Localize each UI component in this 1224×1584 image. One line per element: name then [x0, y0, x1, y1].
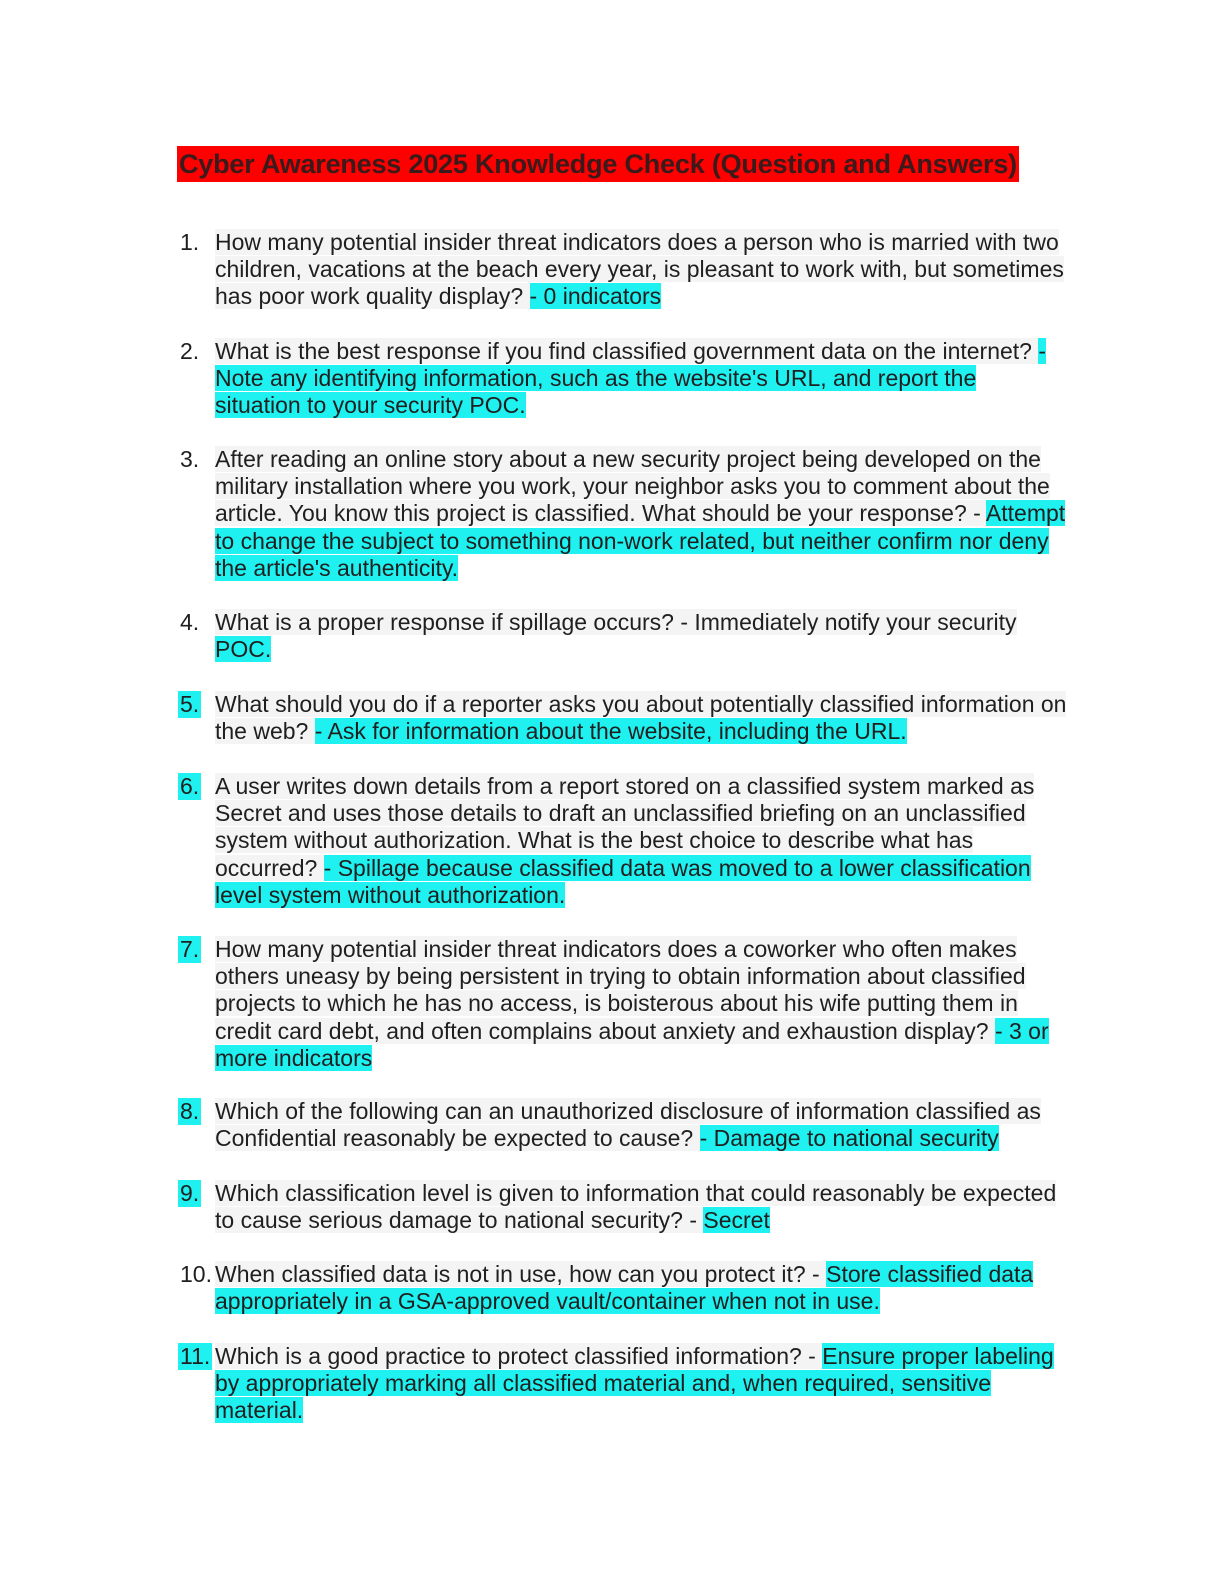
list-item [178, 446, 1068, 582]
item-number: 1. [180, 229, 200, 255]
item-number: 10. [180, 1261, 212, 1287]
answer-text: Ensure proper labeling by appropriately marking all classified material and, when required, sensitive material. [215, 1343, 1054, 1424]
list-item [178, 338, 1068, 420]
list-item [178, 1180, 1068, 1234]
item-body [215, 1180, 1068, 1234]
question-text: Which is a good practice to protect classified information? - [215, 1343, 816, 1369]
item-body [215, 338, 1068, 420]
answer-text: Store classified data appropriately in a GSA-approved vault/container when not in use. [215, 1261, 1034, 1315]
item-number: 3. [180, 446, 200, 472]
answer-text: - Spillage because classified data was moved to a lower classification level system without authorization. [215, 854, 1031, 908]
list-item [178, 609, 1068, 663]
answer-text: - Ask for information about the website, including the URL. [314, 718, 907, 745]
item-body [215, 1343, 1068, 1425]
answer-text: - 0 indicators [529, 283, 662, 310]
item-number: 5. [180, 691, 200, 717]
item-number: 6. [180, 773, 200, 799]
question-text: After reading an online story about a new security project being developed on the military installation where you work, your neighbor asks you to comment about the article. You know this project is classified. What should be your response? - [215, 446, 1050, 527]
item-number: 8. [180, 1098, 200, 1124]
answer-text: - Note any identifying information, such as the website's URL, and report the situation to your security POC. [215, 338, 1047, 419]
answer-text: Attempt to change the subject to something non-work related, but neither confirm nor deny the article's authenticity. [215, 500, 1066, 581]
question-text: Which of the following can an unauthorized disclosure of information classified as Confidential reasonably be expected to cause? [215, 1098, 1041, 1152]
answer-text: - 3 or more indicators [215, 1017, 1049, 1071]
item-body [215, 609, 1068, 663]
answer-text: - Damage to national security [699, 1125, 999, 1152]
item-body [215, 1098, 1068, 1152]
page-title: Cyber Awareness 2025 Knowledge Check (Question and Answers) [177, 146, 1019, 182]
question-text: What is the best response if you find classified government data on the internet? [215, 338, 1032, 364]
item-number: 11. [180, 1343, 211, 1369]
item-body [215, 773, 1068, 909]
item-body [215, 229, 1068, 311]
list-item [178, 229, 1068, 311]
answer-text: Secret [703, 1207, 770, 1234]
question-text: A user writes down details from a report stored on a classified system marked as Secret and uses those details to draft an unclassified briefing on an unclassified system without authorization. What is the best choice to describe what has occurred? [215, 773, 1035, 881]
item-body [215, 446, 1068, 582]
question-text: What is a proper response if spillage occurs? - Immediately notify your security [215, 609, 1017, 635]
list-item [178, 691, 1068, 745]
list-item [178, 936, 1068, 1072]
list-item [178, 1098, 1068, 1152]
item-body [215, 1261, 1068, 1315]
question-text: Which classification level is given to information that could reasonably be expected to cause serious damage to national security? - [215, 1180, 1057, 1234]
question-text: How many potential insider threat indicators does a person who is married with two children, vacations at the beach every year, is pleasant to work with, but sometimes has poor work quality display? [215, 229, 1064, 310]
item-body [215, 691, 1068, 745]
list-item [178, 1261, 1068, 1315]
item-body [215, 936, 1068, 1072]
list-item [178, 1343, 1068, 1425]
item-number: 7. [180, 936, 200, 962]
question-text: How many potential insider threat indicators does a coworker who often makes others uneasy by being persistent in trying to obtain information about classified projects to which he has no access, is boisterous about his wife putting them in credit card debt, and often complains about anxiety and exhaustion display? [215, 936, 1026, 1044]
question-text: When classified data is not in use, how can you protect it? - [215, 1261, 820, 1287]
item-number: 2. [180, 338, 200, 364]
question-text: What should you do if a reporter asks you about potentially classified information on the web? [215, 691, 1067, 745]
item-number: 9. [180, 1180, 200, 1206]
answer-text: POC. [215, 636, 272, 663]
item-number: 4. [180, 609, 200, 635]
list-item [178, 773, 1068, 909]
